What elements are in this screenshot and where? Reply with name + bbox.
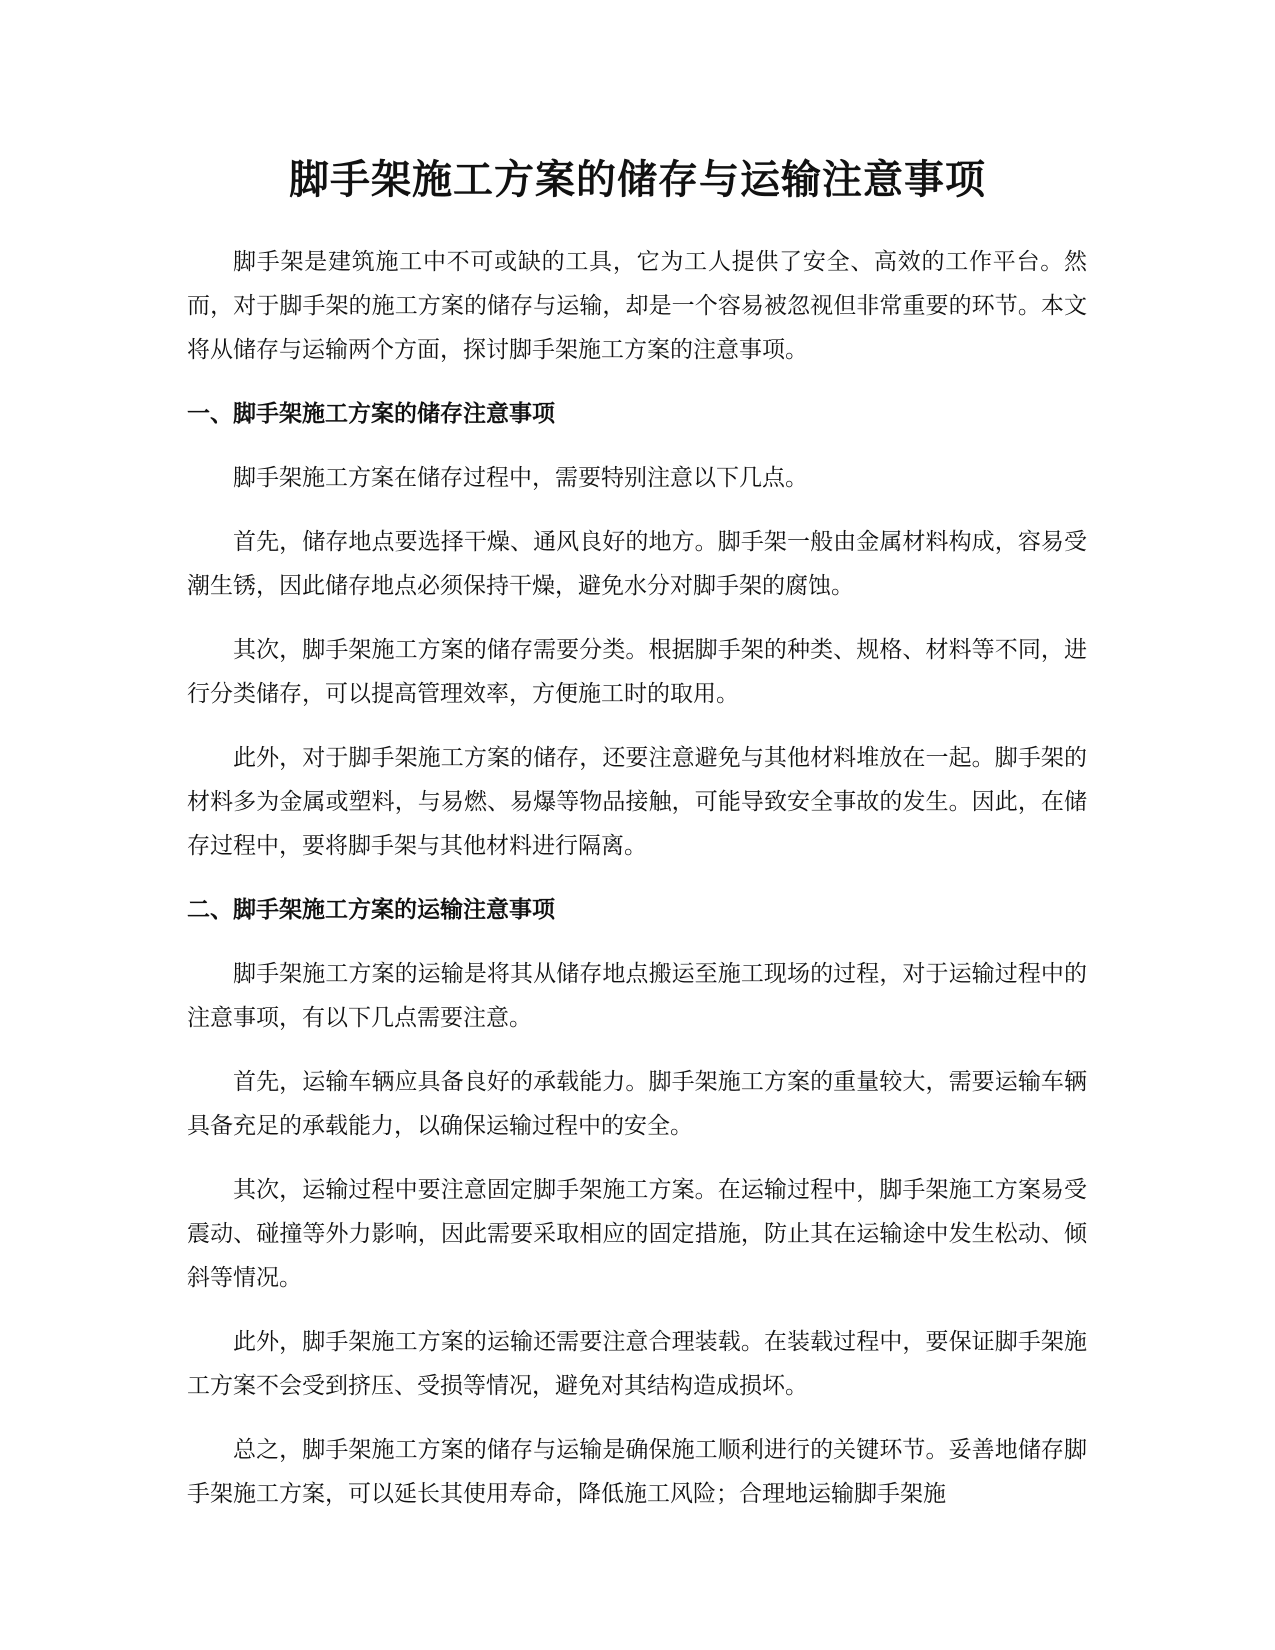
storage-paragraph: 其次，脚手架施工方案的储存需要分类。根据脚手架的种类、规格、材料等不同，进行分类储存，可以提高管理效率，方便施工时的取用。 xyxy=(187,637,1087,707)
storage-paragraph: 首先，储存地点要选择干燥、通风良好的地方。脚手架一般由金属材料构成，容易受潮生锈，因此储存地点必须保持干燥，避免水分对脚手架的腐蚀。 xyxy=(187,529,1087,599)
transport-paragraph: 其次，运输过程中要注意固定脚手架施工方案。在运输过程中，脚手架施工方案易受震动、碰撞等外力影响，因此需要采取相应的固定措施，防止其在运输途中发生松动、倾斜等情况。 xyxy=(187,1177,1087,1291)
transport-paragraph: 首先，运输车辆应具备良好的承载能力。脚手架施工方案的重量较大，需要运输车辆具备充足的承载能力，以确保运输过程中的安全。 xyxy=(187,1069,1087,1139)
section-heading-transport: 二、脚手架施工方案的运输注意事项 xyxy=(187,897,555,923)
intro-paragraph: 脚手架是建筑施工中不可或缺的工具，它为工人提供了安全、高效的工作平台。然而，对于脚手架的施工方案的储存与运输，却是一个容易被忽视但非常重要的环节。本文将从储存与运输两个方面，探讨脚手架施工方案的注意事项。 xyxy=(187,249,1087,363)
section-heading-storage: 一、脚手架施工方案的储存注意事项 xyxy=(187,401,555,427)
document-title: 脚手架施工方案的储存与运输注意事项 xyxy=(289,157,986,203)
transport-paragraph: 此外，脚手架施工方案的运输还需要注意合理装载。在装载过程中，要保证脚手架施工方案不会受到挤压、受损等情况，避免对其结构造成损坏。 xyxy=(187,1329,1087,1399)
storage-paragraph: 此外，对于脚手架施工方案的储存，还要注意避免与其他材料堆放在一起。脚手架的材料多为金属或塑料，与易燃、易爆等物品接触，可能导致安全事故的发生。因此，在储存过程中，要将脚手架与其他材料进行隔离。 xyxy=(187,745,1087,859)
conclusion-paragraph: 总之，脚手架施工方案的储存与运输是确保施工顺利进行的关键环节。妥善地储存脚手架施工方案，可以延长其使用寿命，降低施工风险；合理地运输脚手架施 xyxy=(187,1437,1087,1507)
transport-paragraph: 脚手架施工方案的运输是将其从储存地点搬运至施工现场的过程，对于运输过程中的注意事项，有以下几点需要注意。 xyxy=(187,961,1087,1031)
document-body xyxy=(187,240,1087,1536)
storage-paragraph: 脚手架施工方案在储存过程中，需要特别注意以下几点。 xyxy=(233,465,808,491)
